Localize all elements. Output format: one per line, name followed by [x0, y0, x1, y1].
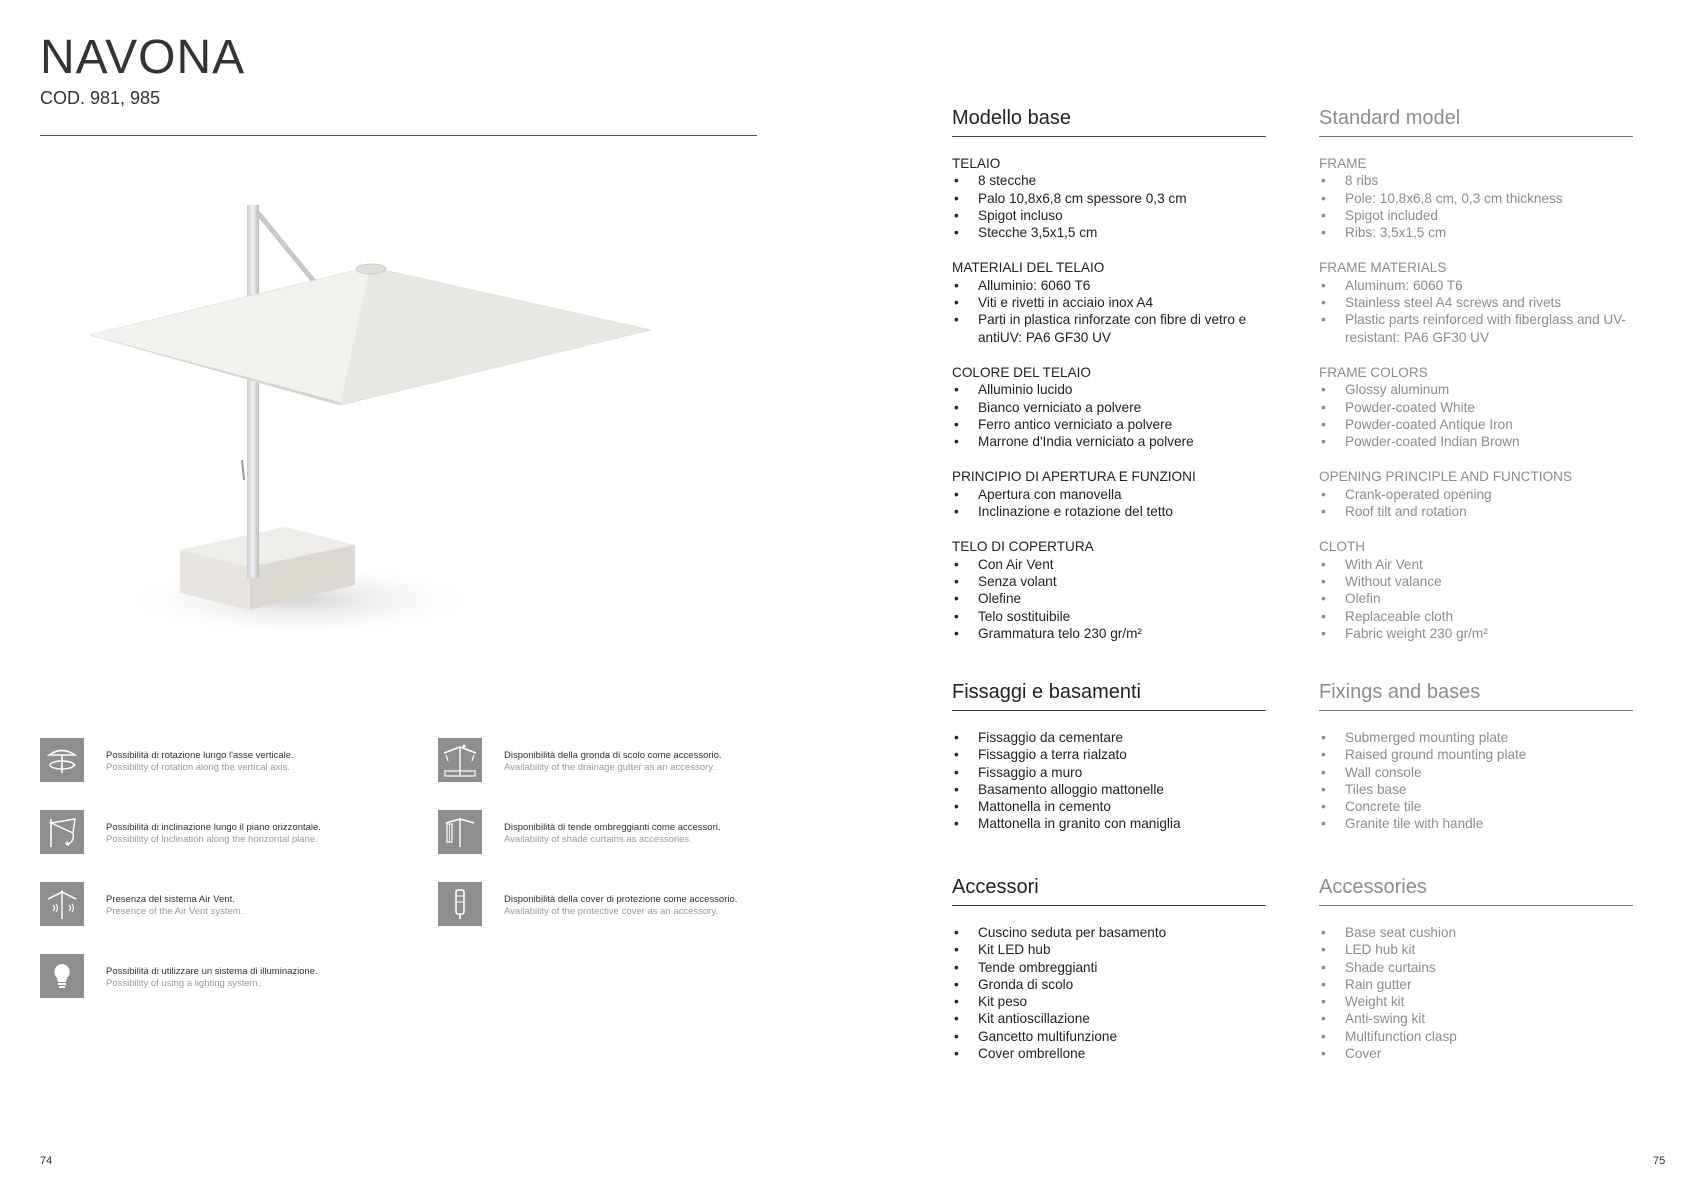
- list-item: • Kit antioscillazione: [952, 1010, 1266, 1027]
- list-item: • Glossy aluminum: [1319, 381, 1633, 398]
- list-item: • Gancetto multifunzione: [952, 1028, 1266, 1045]
- list-item: • Powder-coated Indian Brown: [1319, 433, 1633, 450]
- group-label: CLOTH: [1319, 539, 1366, 555]
- list-item: • Viti e rivetti in acciaio inox A4: [952, 294, 1266, 311]
- section-heading: Modello base: [952, 106, 1266, 137]
- list-item: • Olefin: [1319, 590, 1633, 607]
- right-page: [848, 0, 1697, 1200]
- feature-text-it: Presenza del sistema Air Vent.: [106, 894, 235, 905]
- feature-rotation: [40, 738, 420, 782]
- list-item: • Granite tile with handle: [1319, 815, 1633, 832]
- list-item: • Con Air Vent: [952, 556, 1266, 573]
- section-heading: Standard model: [1319, 106, 1633, 137]
- feature-text-en: Possibility of inclination along the horizontal plane.: [106, 834, 318, 845]
- list-item: • Kit peso: [952, 993, 1266, 1010]
- list-item: • Shade curtains: [1319, 959, 1633, 976]
- list-item: • Submerged mounting plate: [1319, 729, 1633, 746]
- feature-lighting: [40, 954, 420, 998]
- page-number-right: 75: [1653, 1155, 1666, 1167]
- list-item: • Alluminio: 6060 T6: [952, 277, 1266, 294]
- list-item: • Olefine: [952, 590, 1266, 607]
- list-item: • Palo 10,8x6,8 cm spessore 0,3 cm: [952, 190, 1266, 207]
- list-item: • Raised ground mounting plate: [1319, 746, 1633, 763]
- list-item: • Pole: 10,8x6,8 cm, 0,3 cm thickness: [1319, 190, 1633, 207]
- feature-text-en: Possibility of using a lighting system.: [106, 978, 261, 989]
- left-page: [0, 0, 848, 1200]
- list-item: • 8 ribs: [1319, 172, 1633, 189]
- list-item: • Spigot included: [1319, 207, 1633, 224]
- list-item: • Roof tilt and rotation: [1319, 503, 1633, 520]
- list-item: • Replaceable cloth: [1319, 608, 1633, 625]
- feature-text-it: Possibilità di rotazione lungo l'asse verticale.: [106, 750, 294, 761]
- tilt-icon: [40, 810, 84, 854]
- list-item: • Basamento alloggio mattonelle: [952, 781, 1266, 798]
- list-item: • Aluminum: 6060 T6: [1319, 277, 1633, 294]
- list-item: • Tiles base: [1319, 781, 1633, 798]
- list-item: • Stecche 3,5x1,5 cm: [952, 224, 1266, 241]
- group-label: COLORE DEL TELAIO: [952, 364, 1092, 380]
- section-heading: Accessories: [1319, 875, 1633, 906]
- list-item: • Concrete tile: [1319, 798, 1633, 815]
- feature-text-en: Availability of the drainage gutter as an accessory.: [504, 762, 715, 773]
- list-item: • Spigot incluso: [952, 207, 1266, 224]
- feature-text-it: Disponibilità della cover di protezione come accessorio.: [504, 894, 738, 905]
- list-item: • Powder-coated Antique Iron: [1319, 416, 1633, 433]
- fixings-block-it: [952, 680, 1266, 833]
- spec-group: [1319, 538, 1633, 642]
- group-label: FRAME: [1319, 156, 1367, 171]
- list-item: • Mattonella in cemento: [952, 798, 1266, 815]
- feature-text-it: Possibilità di inclinazione lungo il piano orizzontale.: [106, 822, 321, 833]
- feature-text-en: Possibility of rotation along the vertical axis.: [106, 762, 290, 773]
- lightbulb-icon: [40, 954, 84, 998]
- list-item: • Base seat cushion: [1319, 924, 1633, 941]
- section-heading: Accessori: [952, 875, 1266, 906]
- list-item: • Stainless steel A4 screws and rivets: [1319, 294, 1633, 311]
- spec-group: [1319, 155, 1633, 241]
- feature-text-it: Disponibilità di tende ombreggianti come accessori.: [504, 822, 721, 833]
- list-item: • Mattonella in granito con maniglia: [952, 815, 1266, 832]
- list-item: • Tende ombreggianti: [952, 959, 1266, 976]
- feature-text-en: Presence of the Air Vent system.: [106, 906, 244, 917]
- page-number-left: 74: [40, 1155, 53, 1167]
- section-heading: Fixings and bases: [1319, 680, 1633, 711]
- list-item: • Inclinazione e rotazione del tetto: [952, 503, 1266, 520]
- list-item: • Rain gutter: [1319, 976, 1633, 993]
- list-item: • Grammatura telo 230 gr/m²: [952, 625, 1266, 642]
- product-title: NAVONA: [40, 31, 246, 84]
- list-item: • Without valance: [1319, 573, 1633, 590]
- shade-curtain-icon: [438, 810, 482, 854]
- list-item: • Fabric weight 230 gr/m²: [1319, 625, 1633, 642]
- list-item: • Ribs: 3,5x1,5 cm: [1319, 224, 1633, 241]
- list-item: • Marrone d'India verniciato a polvere: [952, 433, 1266, 450]
- group-label: FRAME COLORS: [1319, 364, 1428, 380]
- spec-group: [952, 259, 1266, 345]
- spec-group: [1319, 468, 1633, 520]
- list-item: • Crank-operated opening: [1319, 486, 1633, 503]
- spec-column-en: [1319, 106, 1633, 642]
- rotation-icon: [40, 738, 84, 782]
- list-item: • Cuscino seduta per basamento: [952, 924, 1266, 941]
- group-label: TELAIO: [952, 156, 1001, 171]
- umbrella-illustration: [90, 205, 710, 665]
- list-item: • Parti in plastica rinforzate con fibre di vetro e antiUV: PA6 GF30 UV: [952, 311, 1266, 346]
- list-item: • Multifunction clasp: [1319, 1028, 1633, 1045]
- spec-column-it: [952, 106, 1266, 642]
- accessories-block-it: [952, 875, 1266, 1062]
- feature-text-en: Availability of the protective cover as an accessory.: [504, 906, 719, 917]
- feature-text-it: Disponibilità della gronda di scolo come accessorio.: [504, 750, 722, 761]
- list-item: • Telo sostituibile: [952, 608, 1266, 625]
- feature-cover: [438, 882, 818, 926]
- list-item: • Bianco verniciato a polvere: [952, 399, 1266, 416]
- title-divider: [40, 135, 757, 136]
- feature-tilt: [40, 810, 420, 854]
- spec-group: [952, 155, 1266, 241]
- feature-text-en: Availability of shade curtains as accessories.: [504, 834, 692, 845]
- accessories-block-en: [1319, 875, 1633, 1062]
- list-item: • Weight kit: [1319, 993, 1633, 1010]
- section-heading: Fissaggi e basamenti: [952, 680, 1266, 711]
- spec-group: [1319, 364, 1633, 450]
- gutter-icon: [438, 738, 482, 782]
- list-item: • Cover ombrellone: [952, 1045, 1266, 1062]
- list-item: • Senza volant: [952, 573, 1266, 590]
- group-label: OPENING PRINCIPLE AND FUNCTIONS: [1319, 469, 1573, 485]
- list-item: • Apertura con manovella: [952, 486, 1266, 503]
- cover-icon: [438, 882, 482, 926]
- list-item: • Powder-coated White: [1319, 399, 1633, 416]
- spec-group: [1319, 259, 1633, 345]
- list-item: • Gronda di scolo: [952, 976, 1266, 993]
- list-item: • With Air Vent: [1319, 556, 1633, 573]
- list-item: • Fissaggio a muro: [952, 764, 1266, 781]
- spec-group: [952, 364, 1266, 450]
- list-item: • 8 stecche: [952, 172, 1266, 189]
- group-label: TELO DI COPERTURA: [952, 539, 1094, 555]
- list-item: • Ferro antico verniciato a polvere: [952, 416, 1266, 433]
- feature-shade-curtains: [438, 810, 818, 854]
- product-code: COD. 981, 985: [40, 88, 161, 108]
- group-label: FRAME MATERIALS: [1319, 260, 1447, 276]
- list-item: • Alluminio lucido: [952, 381, 1266, 398]
- group-label: MATERIALI DEL TELAIO: [952, 260, 1105, 276]
- list-item: • Anti-swing kit: [1319, 1010, 1633, 1027]
- spec-group: [952, 468, 1266, 520]
- group-label: PRINCIPIO DI APERTURA E FUNZIONI: [952, 469, 1196, 485]
- fixings-block-en: [1319, 680, 1633, 833]
- list-item: • Kit LED hub: [952, 941, 1266, 958]
- spec-group: [952, 538, 1266, 642]
- list-item: • LED hub kit: [1319, 941, 1633, 958]
- feature-air-vent: [40, 882, 420, 926]
- list-item: • Plastic parts reinforced with fiberglass and UV-resistant: PA6 GF30 UV: [1319, 311, 1633, 346]
- list-item: • Cover: [1319, 1045, 1633, 1062]
- list-item: • Fissaggio da cementare: [952, 729, 1266, 746]
- feature-gutter: [438, 738, 818, 782]
- list-item: • Wall console: [1319, 764, 1633, 781]
- feature-text-it: Possibilità di utilizzare un sistema di illuminazione.: [106, 966, 318, 977]
- list-item: • Fissaggio a terra rialzato: [952, 746, 1266, 763]
- air-vent-icon: [40, 882, 84, 926]
